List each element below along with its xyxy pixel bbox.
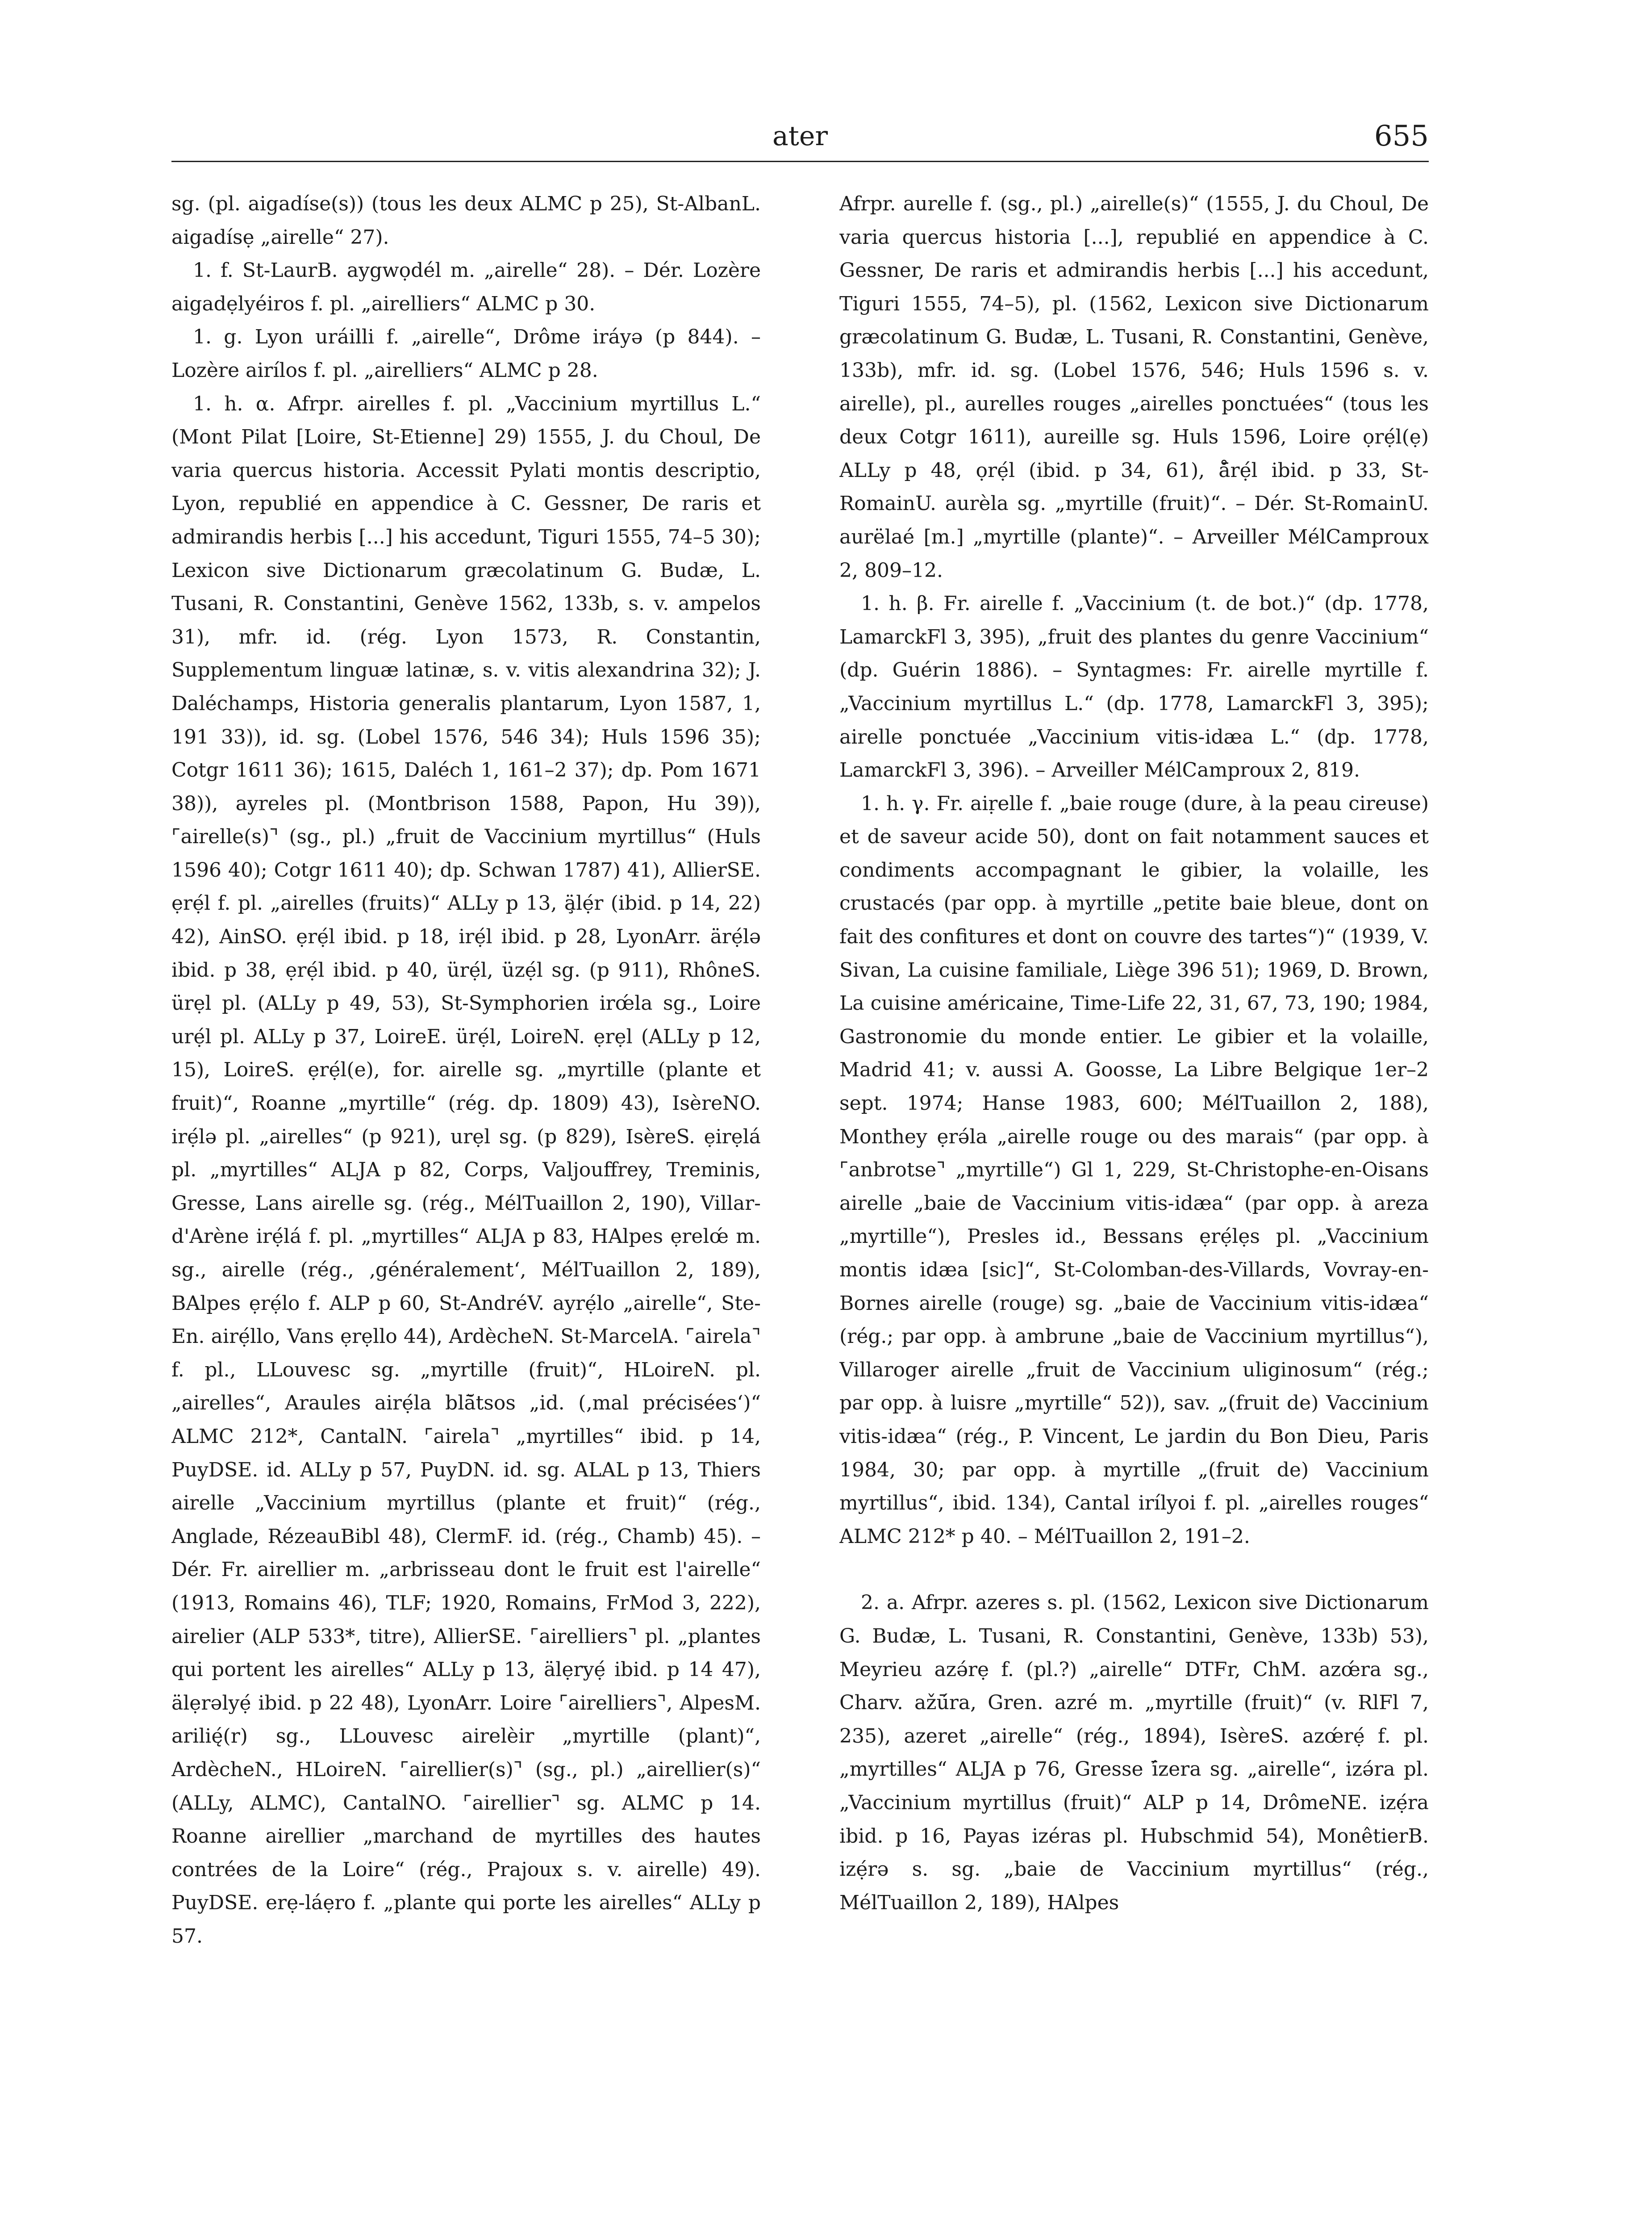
- right-column: [839, 188, 1429, 2233]
- paragraph: 1. h. α. Afrpr. airelles f. pl. „Vaccinium myrtillus L.“ (Mont Pilat [Loire, St-Etienne] 29) 1555, J. du Choul, De varia quercus historia. Accessit Pylati montis descriptio, Lyon, republié en appendice à C. Gessner, De raris et admirandis herbis [...] his accedunt, Tiguri 1555, 74–5 30); Lexicon sive Dictionarum græcolatinum G. Budæ, L. Tusani, R. Constantini, Genève 1562, 133b, s. v. ampelos 31), mfr. id. (rég. Lyon 1573, R. Constantin, Supplementum linguæ latinæ, s. v. vitis alexandrina 32); J. Daléchamps, Historia generalis plantarum, Lyon 1587, 1, 191 33)), id. sg. (Lobel 1576, 546 34); Huls 1596 35); Cotgr 1611 36); 1615, Daléch 1, 161–2 37); dp. Pom 1671 38)), ayreles pl. (Montbrison 1588, Papon, Hu 39)), ⌜airelle(s)⌝ (sg., pl.) „fruit de Vaccinium myrtillus“ (Huls 1596 40); Cotgr 1611 40); dp. Schwan 1787) 41), AllierSE. ẹrẹ́l f. pl. „airelles (fruits)“ ALLy p 13, ä̧lẹ́r (ibid. p 14, 22) 42), AinSO. ẹrẹ́l ibid. p 18, irẹ́l ibid. p 28, LyonArr. ärẹ́lə ibid. p 38, ẹrẹ́l ibid. p 40, ürẹ́l, üzẹ́l sg. (p 911), RhôneS. ürẹl pl. (ALLy p 49, 53), St-Symphorien irœ́la sg., Loire urẹ́l pl. ALLy p 37, LoireE. ürẹ́l, LoireN. ẹrẹl (ALLy p 12, 15), LoireS. ẹrẹ́l(e), for. airelle sg. „myrtille (plante et fruit)“, Roanne „myrtille“ (rég. dp. 1809) 43), IsèreNO. irẹ́lə pl. „airelles“ (p 921), urẹl sg. (p 829), IsèreS. ẹirẹlá pl. „myrtilles“ ALJA p 82, Corps, Valjouffrey, Treminis, Gresse, Lans airelle sg. (rég., MélTuaillon 2, 190), Villar-d'Arène irẹ́lá f. pl. „myrtilles“ ALJA p 83, HAlpes ẹrelœ́ m. sg., airelle (rég., ‚généralement‘, MélTuaillon 2, 189), BAlpes ẹrẹ́lo f. ALP p 60, St-AndréV. ayrẹ́lo „airelle“, Ste-En. airẹ́llo, Vans ẹrẹllo 44), ArdècheN. St-MarcelA. ⌜airela⌝ f. pl., LLouvesc sg. „myrtille (fruit)“, HLoireN. pl. „airelles“, Araules airẹ́la blā̆tsos „id. (‚mal précisées‘)“ ALMC 212*, CantalN. ⌜airela⌝ „myrtilles“ ibid. p 14, PuyDSE. id. ALLy p 57, PuyDN. id. sg. ALAL p 13, Thiers airelle „Vaccinium myrtillus (plante et fruit)“ (rég., Anglade, RézeauBibl 48), ClermF. id. (rég., Chamb) 45). – Dér. Fr. airellier m. „arbrisseau dont le fruit est l'airelle“ (1913, Romains 46), TLF; 1920, Romains, FrMod 3, 222), airelier (ALP 533*, titre), AllierSE. ⌜airelliers⌝ pl. „plantes qui portent les airelles“ ALLy p 13, älẹryẹ́ ibid. p 14 47), älẹrəlyẹ́ ibid. p 22 48), LyonArr. Loire ⌜airelliers⌝, AlpesM. arilię́(r) sg., LLouvesc airelèir „myrtille (plant)“, ArdècheN., HLoireN. ⌜airellier(s)⌝ (sg., pl.) „airellier(s)“ (ALLy, ALMC), CantalNO. ⌜airellier⌝ sg. ALMC p 14. Roanne airellier „marchand de myrtilles des hautes contrées de la Loire“ (rég., Prajoux s. v. airelle) 49). PuyDSE. erẹ-láẹro f. „plante qui porte les airelles“ ALLy p 57.: [171, 392, 761, 1948]
- paragraph: 1. g. Lyon uráilli f. „airelle“, Drôme iráyə (p 844). – Lozère airílos f. pl. „airelliers“ ALMC p 28.: [171, 326, 761, 382]
- left-column: [171, 188, 761, 2233]
- header-rule: [171, 161, 1429, 162]
- paragraph: 1. f. St-LaurB. aygwọdél m. „airelle“ 28). – Dér. Lozère aigadẹlyéiros f. pl. „airelliers“ ALMC p 30.: [171, 259, 761, 315]
- paragraph: 2. a. Afrpr. azeres s. pl. (1562, Lexicon sive Dictionarum G. Budæ, L. Tusani, R. Constantini, Genève, 133b) 53), Meyrieu azə́rẹ f. (pl.?) „airelle“ DTFr, ChM. azœ́ra sg., Charv. ažū́ra, Gren. azré m. „myrtille (fruit)“ (v. RlFl 7, 235), azeret „airelle“ (rég., 1894), IsèreS. azœ́rẹ́ f. pl. „myrtilles“ ALJA p 76, Gresse ī́zera sg. „airelle“, izə́ra pl. „Vaccinium myrtillus (fruit)“ ALP p 14, DrômeNE. izẹ́ra ibid. p 16, Payas izéras pl. Hubschmid 54), MonêtierB. izẹ́rə s. sg. „baie de Vaccinium myrtillus“ (rég., MélTuaillon 2, 189), HAlpes: [839, 1591, 1429, 1914]
- page-number: 655: [1374, 120, 1429, 153]
- page-header: [171, 107, 1429, 161]
- paragraph: Afrpr. aurelle f. (sg., pl.) „airelle(s)“ (1555, J. du Choul, De varia quercus historia [...], republié en appendice à C. Gessner, De raris et admirandis herbis [...] his accedunt, Tiguri 1555, 74–5), pl. (1562, Lexicon sive Dictionarum græcolatinum G. Budæ, L. Tusani, R. Constantini, Genève, 133b), mfr. id. sg. (Lobel 1576, 546; Huls 1596 s. v. airelle), pl., aurelles rouges „airelles ponctuées“ (tous les deux Cotgr 1611), aureille sg. Huls 1596, Loire ọrẹ́l(ẹ) ALLy p 48, ọrẹ́l (ibid. p 34, 61), å̄rẹ́l ibid. p 33, St-RomainU. aurèla sg. „myrtille (fruit)“. – Dér. St-RomainU. aurëlaé [m.] „myrtille (plante)“. – Arveiller MélCamproux 2, 809–12.: [839, 192, 1429, 582]
- paragraph: 1. h. β. Fr. airelle f. „Vaccinium (t. de bot.)“ (dp. 1778, LamarckFl 3, 395), „fruit des plantes du genre Vaccinium“ (dp. Guérin 1886). – Syntagmes: Fr. airelle myrtille f. „Vaccinium myrtillus L.“ (dp. 1778, LamarckFl 3, 395); airelle ponctuée „Vaccinium vitis-idæa L.“ (dp. 1778, LamarckFl 3, 396). – Arveiller MélCamproux 2, 819.: [839, 592, 1429, 782]
- running-title: ater: [772, 121, 828, 152]
- paragraph: sg. (pl. aigadíse(s)) (tous les deux ALMC p 25), St-AlbanL. aigadísẹ „airelle“ 27).: [171, 192, 761, 249]
- paragraph: 1. h. γ. Fr. aiṛelle f. „baie rouge (dure, à la peau cireuse) et de saveur acide 50), dont on fait notamment sauces et condiments accompagnant le gibier, la volaille, les crustacés (par opp. à myrtille „petite baie bleue, dont on fait des confitures et dont on couvre des tartes“)“ (1939, V. Sivan, La cuisine familiale, Liège 396 51); 1969, D. Brown, La cuisine américaine, Time-Life 22, 31, 67, 73, 190; 1984, Gastronomie du monde entier. Le gibier et la volaille, Madrid 41; v. aussi A. Goosse, La Libre Belgique 1er–2 sept. 1974; Hanse 1983, 600; MélTuaillon 2, 188), Monthey ẹrə́la „airelle rouge ou des marais“ (par opp. à ⌜anbrotse⌝ „myrtille“) Gl 1, 229, St-Christophe-en-Oisans airelle „baie de Vaccinium vitis-idæa“ (par opp. à areza „myrtille“), Presles id., Bessans ẹrẹ́lẹs pl. „Vaccinium montis idæa [sic]“, St-Colomban-des-Villards, Vovray-en-Bornes airelle (rouge) sg. „baie de Vaccinium vitis-idæa“ (rég.; par opp. à ambrune „baie de Vaccinium myrtillus“), Villaroger airelle „fruit de Vaccinium uliginosum“ (rég.; par opp. à luisre „myrtille“ 52)), sav. „(fruit de) Vaccinium vitis-idæa“ (rég., P. Vincent, Le jardin du Bon Dieu, Paris 1984, 30; par opp. à myrtille „(fruit de) Vaccinium myrtillus“, ibid. 134), Cantal irílyoi f. pl. „airelles rouges“ ALMC 212* p 40. – MélTuaillon 2, 191–2.: [839, 792, 1429, 1548]
